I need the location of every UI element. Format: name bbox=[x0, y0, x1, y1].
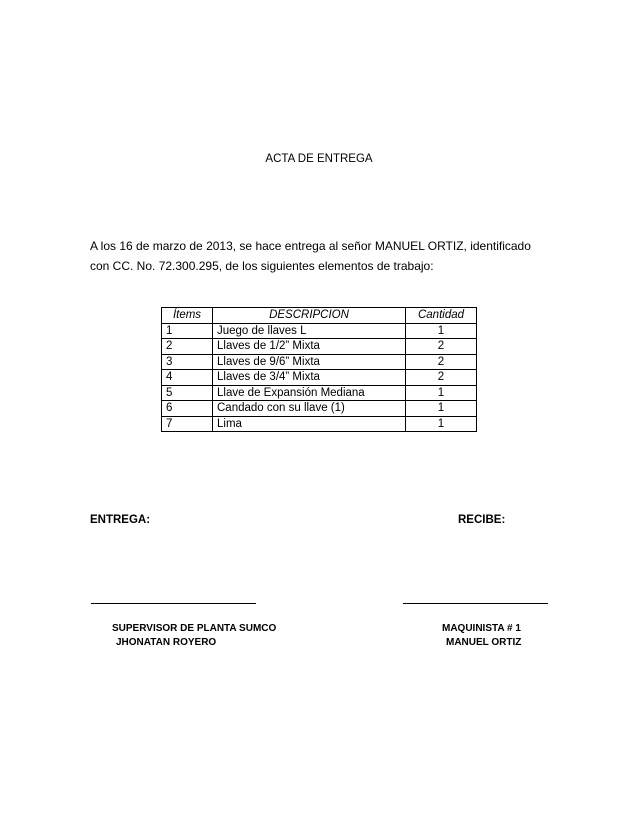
table-row bbox=[162, 416, 477, 432]
items-table bbox=[161, 307, 477, 432]
cell-description: Candado con su llave (1) bbox=[213, 401, 406, 417]
intro-paragraph bbox=[90, 236, 560, 276]
cell-description: Juego de llaves L bbox=[213, 323, 406, 339]
header-description: DESCRIPCION bbox=[213, 308, 406, 324]
cell-quantity: 2 bbox=[406, 339, 477, 355]
table-row bbox=[162, 323, 477, 339]
table-row bbox=[162, 339, 477, 355]
cell-quantity: 2 bbox=[406, 354, 477, 370]
table-row bbox=[162, 401, 477, 417]
deliver-signature-line bbox=[91, 603, 256, 604]
cell-item: 3 bbox=[162, 354, 213, 370]
receive-signature-line bbox=[403, 603, 548, 604]
cell-item: 1 bbox=[162, 323, 213, 339]
header-items: Ítems bbox=[162, 308, 213, 324]
cell-quantity: 1 bbox=[406, 323, 477, 339]
cell-quantity: 1 bbox=[406, 416, 477, 432]
cell-quantity: 1 bbox=[406, 385, 477, 401]
table-row bbox=[162, 385, 477, 401]
cell-description: Llaves de 3/4” Mixta bbox=[213, 370, 406, 386]
intro-line: A los 16 de marzo de 2013, se hace entrega al señor MANUEL ORTIZ, identificado bbox=[90, 239, 531, 253]
intro-line: con CC. No. 72.300.295, de los siguientes elementos de trabajo: bbox=[90, 259, 434, 273]
cell-quantity: 2 bbox=[406, 370, 477, 386]
table-row bbox=[162, 354, 477, 370]
cell-description: Llave de Expansión Mediana bbox=[213, 385, 406, 401]
cell-description: Llaves de 1/2” Mixta bbox=[213, 339, 406, 355]
cell-item: 7 bbox=[162, 416, 213, 432]
document-title: ACTA DE ENTREGA bbox=[265, 153, 373, 165]
cell-quantity: 1 bbox=[406, 401, 477, 417]
cell-item: 4 bbox=[162, 370, 213, 386]
cell-item: 2 bbox=[162, 339, 213, 355]
deliver-label: ENTREGA: bbox=[90, 514, 151, 526]
table-row bbox=[162, 370, 477, 386]
deliver-role: SUPERVISOR DE PLANTA SUMCO bbox=[112, 623, 277, 634]
header-quantity: Cantidad bbox=[406, 308, 477, 324]
cell-description: Lima bbox=[213, 416, 406, 432]
table-header-row bbox=[162, 308, 477, 324]
receive-role: MAQUINISTA # 1 bbox=[442, 623, 521, 634]
receive-label: RECIBE: bbox=[458, 514, 506, 526]
deliver-name: JHONATAN ROYERO bbox=[116, 637, 217, 648]
cell-description: Llaves de 9/6” Mixta bbox=[213, 354, 406, 370]
cell-item: 6 bbox=[162, 401, 213, 417]
cell-item: 5 bbox=[162, 385, 213, 401]
receive-name: MANUEL ORTIZ bbox=[446, 637, 522, 648]
